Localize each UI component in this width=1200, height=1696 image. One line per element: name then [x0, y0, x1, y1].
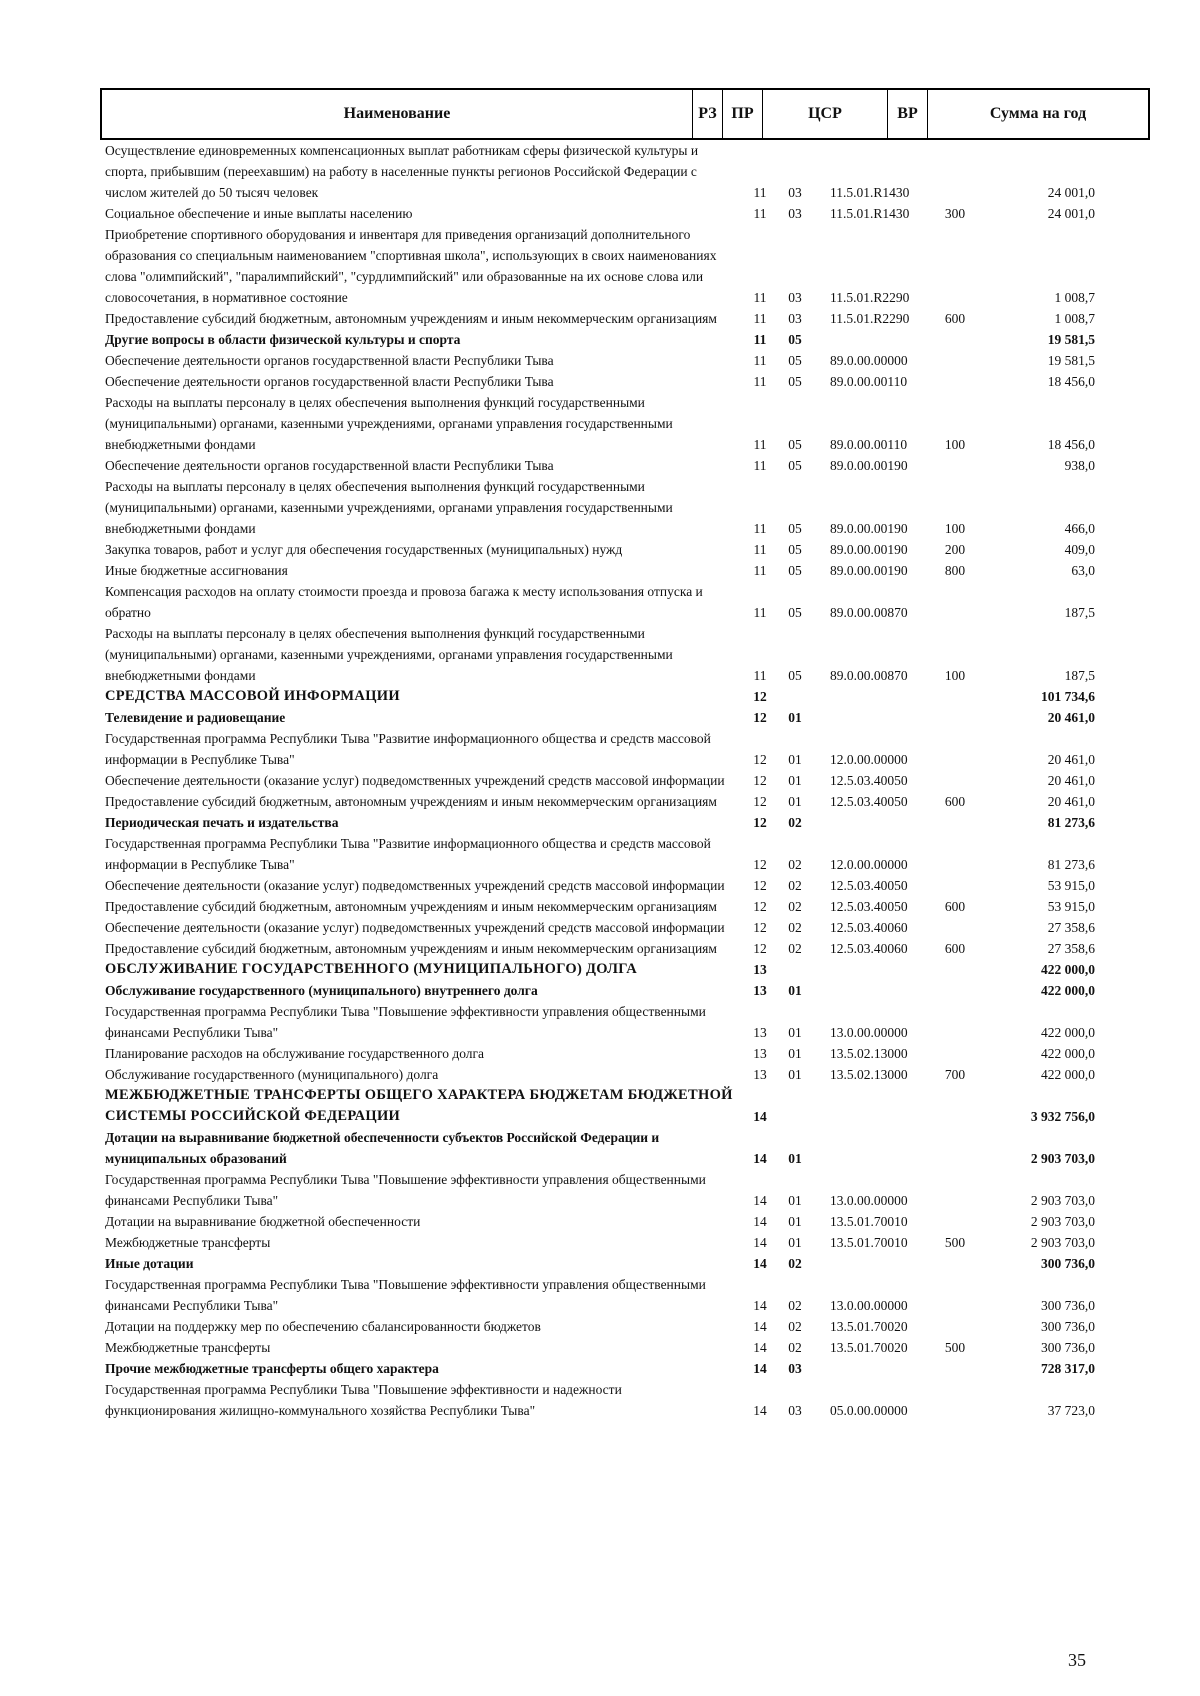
row-csr: 89.0.00.00190 — [830, 521, 908, 536]
row-vr: 100 — [944, 668, 966, 683]
row-pr: 05 — [788, 458, 802, 473]
row-pr: 01 — [788, 1046, 802, 1061]
row-vr: 600 — [944, 794, 966, 809]
table-body — [105, 140, 1150, 1421]
row-rz: 11 — [753, 542, 767, 557]
row-csr: 89.0.00.00870 — [830, 605, 908, 620]
row-vr: 600 — [944, 941, 966, 956]
row-name: Межбюджетные трансферты — [105, 1340, 271, 1355]
row-name: Компенсация расходов на оплату стоимости проезда и провоза багажа к месту использования отпуска и обратно — [105, 584, 703, 620]
row-sum: 20 461,0 — [1047, 752, 1095, 767]
table-row — [105, 1232, 1150, 1253]
table-row — [105, 917, 1150, 938]
row-rz: 12 — [753, 752, 767, 767]
row-csr: 89.0.00.00110 — [830, 374, 908, 389]
row-vr: 500 — [944, 1235, 966, 1250]
header-csr: ЦСР — [762, 90, 887, 138]
row-sum: 2 903 703,0 — [1030, 1151, 1095, 1166]
table-row — [105, 371, 1150, 392]
row-rz: 11 — [753, 605, 767, 620]
row-rz: 14 — [753, 1340, 767, 1355]
row-csr: 89.0.00.00190 — [830, 542, 908, 557]
table-row — [105, 959, 1150, 980]
row-sum: 81 273,6 — [1047, 815, 1095, 830]
row-sum: 3 932 756,0 — [1030, 1109, 1095, 1124]
row-sum: 53 915,0 — [1047, 899, 1095, 914]
table-row — [105, 476, 1150, 539]
row-rz: 13 — [753, 983, 767, 998]
row-pr: 01 — [788, 794, 802, 809]
row-rz: 14 — [753, 1403, 767, 1418]
table-row — [105, 203, 1150, 224]
row-pr: 02 — [788, 1256, 802, 1271]
row-name: ОБСЛУЖИВАНИЕ ГОСУДАРСТВЕННОГО (МУНИЦИПАЛЬНОГО) ДОЛГА — [105, 961, 637, 977]
row-name: Обеспечение деятельности органов государственной власти Республики Тыва — [105, 458, 554, 473]
row-pr: 03 — [788, 206, 802, 221]
row-pr: 01 — [788, 752, 802, 767]
table-row — [105, 623, 1150, 686]
page-number: 35 — [1068, 1650, 1086, 1670]
header-name: Наименование — [343, 105, 451, 122]
row-pr: 05 — [788, 668, 802, 683]
row-rz: 12 — [753, 815, 767, 830]
row-sum: 24 001,0 — [1047, 206, 1095, 221]
row-pr: 01 — [788, 1235, 802, 1250]
row-rz: 14 — [753, 1151, 767, 1166]
row-sum: 27 358,6 — [1047, 941, 1095, 956]
row-rz: 13 — [753, 1025, 767, 1040]
row-pr: 02 — [788, 1298, 802, 1313]
row-name: Другие вопросы в области физической культуры и спорта — [105, 332, 461, 347]
table-row — [105, 707, 1150, 728]
row-sum: 24 001,0 — [1047, 185, 1095, 200]
row-csr: 12.5.03.40060 — [830, 941, 908, 956]
row-name: Государственная программа Республики Тыва "Повышение эффективности управления общественными финансами Республики Тыва" — [105, 1277, 706, 1313]
table-row — [105, 1043, 1150, 1064]
row-name: Обеспечение деятельности (оказание услуг) подведомственных учреждений средств массовой информации — [105, 878, 725, 893]
row-name: Обеспечение деятельности органов государственной власти Республики Тыва — [105, 353, 554, 368]
row-pr: 05 — [788, 542, 802, 557]
row-pr: 02 — [788, 815, 802, 830]
row-pr: 03 — [788, 290, 802, 305]
row-sum: 938,0 — [1064, 458, 1095, 473]
row-vr: 600 — [944, 899, 966, 914]
row-csr: 89.0.00.00110 — [830, 437, 908, 452]
row-pr: 05 — [788, 332, 802, 347]
row-sum: 27 358,6 — [1047, 920, 1095, 935]
row-rz: 12 — [753, 773, 767, 788]
row-csr: 12.5.03.40050 — [830, 899, 908, 914]
row-rz: 11 — [753, 458, 767, 473]
row-pr: 02 — [788, 1319, 802, 1334]
row-sum: 1 008,7 — [1054, 311, 1095, 326]
table-row — [105, 329, 1150, 350]
row-sum: 300 736,0 — [1041, 1319, 1095, 1334]
row-pr: 01 — [788, 1193, 802, 1208]
row-csr: 05.0.00.00000 — [830, 1403, 908, 1418]
row-pr: 02 — [788, 1340, 802, 1355]
row-name: Государственная программа Республики Тыва "Развитие информационного общества и средств массовой информации в Республике Тыва" — [105, 836, 711, 872]
row-name: МЕЖБЮДЖЕТНЫЕ ТРАНСФЕРТЫ ОБЩЕГО ХАРАКТЕРА БЮДЖЕТАМ БЮДЖЕТНОЙ СИСТЕМЫ РОССИЙСКОЙ ФЕДЕРАЦИИ — [105, 1087, 733, 1124]
row-rz: 14 — [753, 1298, 767, 1313]
row-csr: 11.5.01.R1430 — [830, 206, 910, 221]
row-name: Предоставление субсидий бюджетным, автономным учреждениям и иным некоммерческим организациям — [105, 941, 717, 956]
table-row — [105, 1379, 1150, 1421]
table-row — [105, 140, 1150, 203]
row-pr: 05 — [788, 605, 802, 620]
row-vr: 300 — [944, 206, 966, 221]
row-sum: 2 903 703,0 — [1030, 1193, 1095, 1208]
row-name: Приобретение спортивного оборудования и инвентаря для приведения организаций дополнительного образования со специальным наименованием "спортивная школа", использующих в своих наименованиях слова "олимпийский", "паралимпийский", "сурдлимпийский" или образованные на их основе слова или словосочетания, в нормативное состояние — [105, 227, 717, 305]
row-pr: 02 — [788, 941, 802, 956]
row-pr: 02 — [788, 857, 802, 872]
row-csr: 13.5.02.13000 — [830, 1046, 908, 1061]
row-name: Закупка товаров, работ и услуг для обеспечения государственных (муниципальных) нужд — [105, 542, 623, 557]
table-row — [105, 980, 1150, 1001]
row-pr: 03 — [788, 185, 802, 200]
row-rz: 12 — [753, 920, 767, 935]
row-csr: 13.0.00.00000 — [830, 1298, 908, 1313]
row-rz: 14 — [753, 1319, 767, 1334]
row-sum: 422 000,0 — [1041, 983, 1095, 998]
row-rz: 12 — [753, 941, 767, 956]
row-rz: 11 — [753, 185, 767, 200]
table-row — [105, 350, 1150, 371]
row-sum: 466,0 — [1064, 521, 1095, 536]
table-row — [105, 833, 1150, 875]
table-header — [100, 88, 1150, 140]
row-rz: 14 — [753, 1214, 767, 1229]
row-csr: 12.5.03.40050 — [830, 773, 908, 788]
row-name: Обеспечение деятельности органов государственной власти Республики Тыва — [105, 374, 554, 389]
row-csr: 13.5.01.70010 — [830, 1214, 908, 1229]
row-sum: 300 736,0 — [1041, 1298, 1095, 1313]
row-rz: 11 — [753, 374, 767, 389]
row-csr: 89.0.00.00870 — [830, 668, 908, 683]
row-sum: 20 461,0 — [1047, 773, 1095, 788]
row-rz: 14 — [753, 1109, 767, 1124]
table-row — [105, 581, 1150, 623]
row-name: Предоставление субсидий бюджетным, автономным учреждениям и иным некоммерческим организациям — [105, 899, 717, 914]
row-csr: 13.5.01.70010 — [830, 1235, 908, 1250]
table-row — [105, 1169, 1150, 1211]
table-row — [105, 539, 1150, 560]
row-csr: 13.5.01.70020 — [830, 1340, 908, 1355]
row-sum: 300 736,0 — [1041, 1256, 1095, 1271]
row-rz: 12 — [753, 794, 767, 809]
row-vr: 100 — [944, 521, 966, 536]
row-csr: 12.5.03.40060 — [830, 920, 908, 935]
row-rz: 11 — [753, 563, 767, 578]
row-csr: 89.0.00.00190 — [830, 563, 908, 578]
row-vr: 200 — [944, 542, 966, 557]
row-sum: 63,0 — [1071, 563, 1095, 578]
row-rz: 11 — [753, 311, 767, 326]
table-row — [105, 1337, 1150, 1358]
row-name: Предоставление субсидий бюджетным, автономным учреждениям и иным некоммерческим организациям — [105, 311, 717, 326]
row-name: Телевидение и радиовещание — [105, 710, 286, 725]
table-row — [105, 1253, 1150, 1274]
row-rz: 14 — [753, 1256, 767, 1271]
row-pr: 02 — [788, 878, 802, 893]
row-rz: 11 — [753, 437, 767, 452]
row-pr: 03 — [788, 1403, 802, 1418]
row-pr: 05 — [788, 521, 802, 536]
row-rz: 11 — [753, 353, 767, 368]
row-name: Расходы на выплаты персоналу в целях обеспечения выполнения функций государственными (муниципальными) органами, казенными учреждениями, органами управления государственными внебюджетными фондами — [105, 626, 673, 683]
row-rz: 14 — [753, 1361, 767, 1376]
row-name: Дотации на выравнивание бюджетной обеспеченности — [105, 1214, 421, 1229]
row-rz: 12 — [753, 689, 767, 704]
row-csr: 11.5.01.R1430 — [830, 185, 910, 200]
table-row — [105, 1274, 1150, 1316]
table-row — [105, 1358, 1150, 1379]
table-row — [105, 938, 1150, 959]
row-pr: 02 — [788, 899, 802, 914]
row-csr: 13.5.02.13000 — [830, 1067, 908, 1082]
table-row — [105, 308, 1150, 329]
row-pr: 01 — [788, 710, 802, 725]
row-pr: 05 — [788, 353, 802, 368]
row-name: Расходы на выплаты персоналу в целях обеспечения выполнения функций государственными (муниципальными) органами, казенными учреждениями, органами управления государственными внебюджетными фондами — [105, 395, 673, 452]
row-vr: 800 — [944, 563, 966, 578]
row-sum: 19 581,5 — [1047, 332, 1095, 347]
row-csr: 89.0.00.00190 — [830, 458, 908, 473]
table-row — [105, 224, 1150, 308]
row-csr: 12.0.00.00000 — [830, 752, 908, 767]
table-row — [105, 728, 1150, 770]
row-pr: 01 — [788, 983, 802, 998]
row-sum: 101 734,6 — [1041, 689, 1095, 704]
row-name: Дотации на поддержку мер по обеспечению сбалансированности бюджетов — [105, 1319, 541, 1334]
table-row — [105, 686, 1150, 707]
row-rz: 11 — [753, 206, 767, 221]
row-sum: 18 456,0 — [1047, 374, 1095, 389]
row-pr: 03 — [788, 311, 802, 326]
row-name: Осуществление единовременных компенсационных выплат работникам сферы физической культуры и спорта, прибывшим (переехавшим) на работу в населенные пункты регионов Российской Федерации с числом жителей до 50 тысяч человек — [105, 143, 699, 200]
row-sum: 409,0 — [1064, 542, 1095, 557]
table-row — [105, 791, 1150, 812]
row-sum: 37 723,0 — [1047, 1403, 1095, 1418]
row-name: Обеспечение деятельности (оказание услуг) подведомственных учреждений средств массовой информации — [105, 773, 725, 788]
row-pr: 03 — [788, 1361, 802, 1376]
row-name: Обеспечение деятельности (оказание услуг) подведомственных учреждений средств массовой информации — [105, 920, 725, 935]
row-rz: 12 — [753, 899, 767, 914]
row-name: Государственная программа Республики Тыва "Повышение эффективности управления общественными финансами Республики Тыва" — [105, 1004, 706, 1040]
row-csr: 11.5.01.R2290 — [830, 311, 910, 326]
row-csr: 13.0.00.00000 — [830, 1025, 908, 1040]
row-sum: 422 000,0 — [1041, 1067, 1095, 1082]
row-rz: 12 — [753, 857, 767, 872]
row-sum: 18 456,0 — [1047, 437, 1095, 452]
row-rz: 13 — [753, 1067, 767, 1082]
row-rz: 11 — [753, 668, 767, 683]
row-sum: 53 915,0 — [1047, 878, 1095, 893]
row-sum: 19 581,5 — [1047, 353, 1095, 368]
table-row — [105, 812, 1150, 833]
row-name: Иные бюджетные ассигнования — [105, 563, 288, 578]
row-rz: 12 — [753, 710, 767, 725]
row-csr: 89.0.00.00000 — [830, 353, 908, 368]
row-pr: 01 — [788, 1151, 802, 1166]
row-name: Периодическая печать и издательства — [105, 815, 339, 830]
row-pr: 05 — [788, 437, 802, 452]
row-rz: 13 — [753, 962, 767, 977]
row-vr: 700 — [944, 1067, 966, 1082]
row-vr: 500 — [944, 1340, 966, 1355]
row-sum: 20 461,0 — [1047, 710, 1095, 725]
table-row — [105, 560, 1150, 581]
table-row — [105, 392, 1150, 455]
header-sum: Сумма на год — [927, 90, 1148, 138]
table-row — [105, 1064, 1150, 1085]
table-row — [105, 896, 1150, 917]
row-name: Расходы на выплаты персоналу в целях обеспечения выполнения функций государственными (муниципальными) органами, казенными учреждениями, органами управления государственными внебюджетными фондами — [105, 479, 673, 536]
table-row — [105, 1085, 1150, 1127]
table-row — [105, 1001, 1150, 1043]
row-name: Межбюджетные трансферты — [105, 1235, 271, 1250]
row-pr: 01 — [788, 1025, 802, 1040]
row-name: Социальное обеспечение и иные выплаты населению — [105, 206, 413, 221]
row-rz: 11 — [753, 521, 767, 536]
row-sum: 422 000,0 — [1041, 1025, 1095, 1040]
row-pr: 01 — [788, 1214, 802, 1229]
row-sum: 187,5 — [1064, 668, 1095, 683]
table-row — [105, 1211, 1150, 1232]
row-vr: 100 — [944, 437, 966, 452]
header-vr: ВР — [887, 90, 927, 138]
row-csr: 13.0.00.00000 — [830, 1193, 908, 1208]
row-sum: 2 903 703,0 — [1030, 1214, 1095, 1229]
header-rz: РЗ — [692, 90, 722, 138]
row-pr: 05 — [788, 374, 802, 389]
row-sum: 1 008,7 — [1054, 290, 1095, 305]
row-pr: 02 — [788, 920, 802, 935]
row-rz: 14 — [753, 1235, 767, 1250]
row-name: Дотации на выравнивание бюджетной обеспеченности субъектов Российской Федерации и муниципальных образований — [105, 1130, 660, 1166]
row-name: Прочие межбюджетные трансферты общего характера — [105, 1361, 439, 1376]
row-csr: 13.5.01.70020 — [830, 1319, 908, 1334]
row-name: Государственная программа Республики Тыва "Развитие информационного общества и средств массовой информации в Республике Тыва" — [105, 731, 711, 767]
row-pr: 01 — [788, 1067, 802, 1082]
row-name: Государственная программа Республики Тыва "Повышение эффективности управления общественными финансами Республики Тыва" — [105, 1172, 706, 1208]
row-sum: 187,5 — [1064, 605, 1095, 620]
table-row — [105, 455, 1150, 476]
table-row — [105, 1316, 1150, 1337]
row-csr: 12.5.03.40050 — [830, 878, 908, 893]
row-sum: 422 000,0 — [1041, 1046, 1095, 1061]
row-name: Обслуживание государственного (муниципального) долга — [105, 1067, 439, 1082]
row-rz: 11 — [753, 290, 767, 305]
row-sum: 728 317,0 — [1041, 1361, 1095, 1376]
row-rz: 11 — [753, 332, 767, 347]
row-rz: 14 — [753, 1193, 767, 1208]
row-rz: 12 — [753, 878, 767, 893]
row-name: Предоставление субсидий бюджетным, автономным учреждениям и иным некоммерческим организациям — [105, 794, 717, 809]
row-csr: 12.0.00.00000 — [830, 857, 908, 872]
row-pr: 01 — [788, 773, 802, 788]
row-csr: 11.5.01.R2290 — [830, 290, 910, 305]
table-row — [105, 875, 1150, 896]
row-vr: 600 — [944, 311, 966, 326]
row-pr: 05 — [788, 563, 802, 578]
row-rz: 13 — [753, 1046, 767, 1061]
row-name: Обслуживание государственного (муниципального) внутреннего долга — [105, 983, 538, 998]
row-sum: 20 461,0 — [1047, 794, 1095, 809]
row-sum: 81 273,6 — [1047, 857, 1095, 872]
row-sum: 422 000,0 — [1041, 962, 1095, 977]
row-sum: 2 903 703,0 — [1030, 1235, 1095, 1250]
row-name: Планирование расходов на обслуживание государственного долга — [105, 1046, 485, 1061]
row-name: СРЕДСТВА МАССОВОЙ ИНФОРМАЦИИ — [105, 688, 400, 704]
row-name: Государственная программа Республики Тыва "Повышение эффективности и надежности функционирования жилищно-коммунального хозяйства Республики Тыва" — [105, 1382, 622, 1418]
row-sum: 300 736,0 — [1041, 1340, 1095, 1355]
table-row — [105, 770, 1150, 791]
row-csr: 12.5.03.40050 — [830, 794, 908, 809]
header-pr: ПР — [722, 90, 762, 138]
table-row — [105, 1127, 1150, 1169]
row-name: Иные дотации — [105, 1256, 194, 1271]
